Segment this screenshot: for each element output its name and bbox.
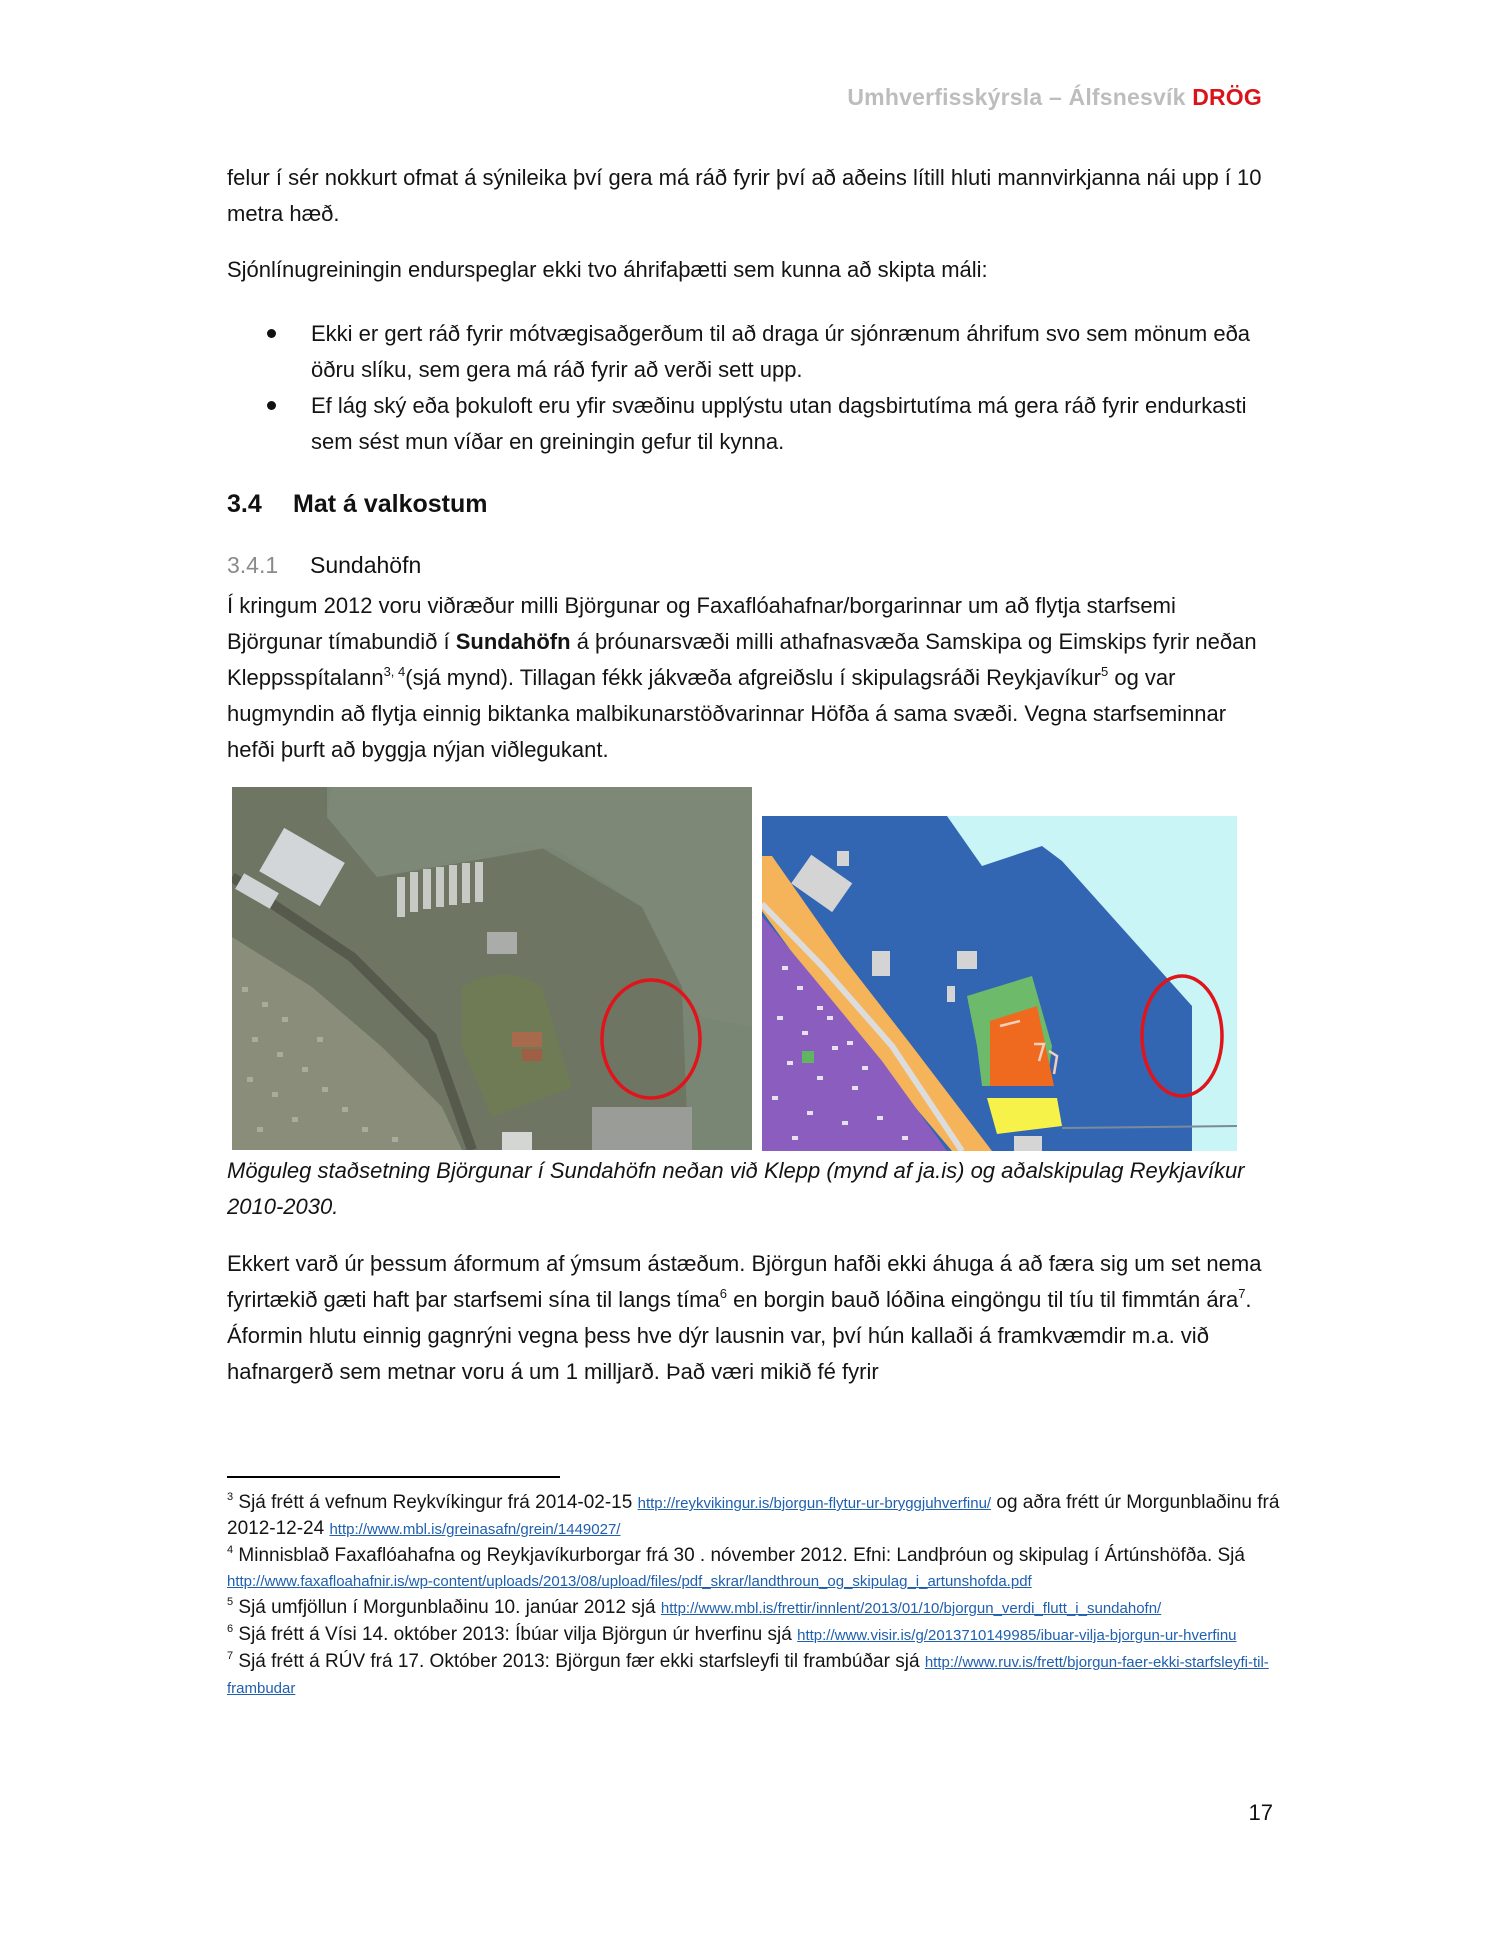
footnote-text: og aðra frétt úr Morgunblaðinu frá 2012-12-24: [227, 1492, 1280, 1539]
footnote-text: Sjá umfjöllun í Morgunblaðinu 10. janúar 2012 sjá: [233, 1597, 661, 1618]
bullet-list: [227, 316, 1287, 460]
text-run: Ekkert varð úr þessum áformum af ýmsum ástæðum. Björgun hafði ekki áhuga á að færa sig um set nema fyrirtækið gæti haft þar starfsemi sína til langs tíma: [227, 1251, 1262, 1312]
footnote-number: 7: [227, 1650, 234, 1662]
footnote-link[interactable]: http://www.visir.is/g/2013710149985/ibuar-vilja-bjorgun-ur-hverfinu: [797, 1627, 1237, 1644]
footnote-number: 5: [227, 1596, 234, 1608]
text-run: (sjá mynd). Tillagan fékk jákvæða afgreiðslu í skipulagsráði Reykjavíkur: [405, 665, 1101, 690]
text-run: á þróunarsvæði milli athafnasvæða Samskipa og Eimskips fyrir neðan Kleppsspítalann: [227, 629, 1257, 690]
bold-term: Sundahöfn: [455, 629, 571, 654]
bullet-text: Ef lág ský eða þokuloft eru yfir svæðinu upplýstu utan dagsbirtutíma má gera ráð fyrir endurkasti sem sést mun víðar en greiningin gefur til kynna.: [311, 393, 1247, 454]
footnote-text: Sjá frétt á vefnum Reykvíkingur frá 2014-02-15: [233, 1492, 638, 1513]
bullet-item: [227, 316, 1287, 388]
footnote-5: [227, 1595, 1287, 1621]
footnote-link[interactable]: http://www.mbl.is/frettir/innlent/2013/01/10/bjorgun_verdi_flutt_i_sundahofn/: [660, 1600, 1162, 1617]
running-header: [847, 84, 1262, 111]
draft-label: DRÖG: [1192, 84, 1262, 110]
paragraph: [227, 1246, 1277, 1390]
section-heading: [227, 490, 488, 519]
text-run: og var hugmyndin að flytja einnig biktanka malbikunarstöðvarinnar Höfða á sama svæði. Vegna starfseminnar hefði þurft að byggja nýjan viðlegukant.: [227, 665, 1227, 762]
footnote-ref[interactable]: 6: [719, 1286, 727, 1301]
footnote-ref[interactable]: 3, 4: [383, 664, 406, 679]
footnote-ref[interactable]: 5: [1101, 664, 1109, 679]
footnote-link[interactable]: http://www.faxafloahafnir.is/wp-content/uploads/2013/08/upload/files/pdf_skrar/landthroun_og_skipulag_i_artunshofda.pdf: [227, 1573, 1032, 1590]
footnote-3: [227, 1490, 1287, 1542]
header-title: Umhverfisskýrsla – Álfsnesvík: [847, 84, 1186, 110]
paragraph: Sjónlínugreiningin endurspeglar ekki tvo áhrifaþætti sem kunna að skipta máli:: [227, 257, 988, 282]
footnote-ref[interactable]: 7: [1238, 1286, 1246, 1301]
footnote-7: [227, 1649, 1287, 1701]
subsection-title: Sundahöfn: [310, 552, 422, 578]
figure-caption: Möguleg staðsetning Björgunar í Sundahöfn neðan við Klepp (mynd af ja.is) og aðalskipulag Reykjavíkur 2010-2030.: [227, 1158, 1245, 1219]
footnote-text: Sjá frétt á Vísi 14. október 2013: Íbúar vilja Björgun úr hverfinu sjá: [233, 1624, 798, 1645]
text-run: en borgin bauð lóðina eingöngu til tíu til fimmtán ára: [726, 1287, 1239, 1312]
footnote-link[interactable]: http://reykvikingur.is/bjorgun-flytur-ur-bryggjuhverfinu/: [637, 1495, 992, 1512]
text-run: . Áformin hlutu einnig gagnrýni vegna þess hve dýr lausnin var, því hún kallaði á framkvæmdir m.a. við hafnargerð sem metnar voru á um 1 milljarð. Það væri mikið fé fyrir: [227, 1287, 1252, 1384]
paragraph: felur í sér nokkurt ofmat á sýnileika því gera má ráð fyrir því að aðeins lítill hluti mannvirkjanna nái upp í 10 metra hæð.: [227, 165, 1262, 226]
footnote-4: [227, 1543, 1287, 1594]
section-title: Mat á valkostum: [293, 490, 488, 518]
footnote-link[interactable]: http://www.mbl.is/greinasafn/grein/1449027/: [329, 1521, 621, 1538]
footnotes: [227, 1490, 1287, 1702]
page-number: 17: [1248, 1800, 1273, 1825]
footnote-6: [227, 1622, 1287, 1648]
aerial-photo: [232, 787, 752, 1150]
footnote-number: 4: [227, 1544, 234, 1556]
footnote-text: Minnisblað Faxaflóahafna og Reykjavíkurborgar frá 30 . nóvember 2012. Efni: Landþróun og skipulag í Ártúnshöfða. Sjá: [233, 1545, 1245, 1566]
zoning-map: [762, 816, 1237, 1151]
footnote-text: Sjá frétt á RÚV frá 17. Október 2013: Björgun fær ekki starfsleyfi til frambúðar sjá: [233, 1651, 925, 1672]
section-number: 3.4: [227, 490, 262, 518]
subsection-number: 3.4.1: [227, 552, 279, 578]
bullet-icon: [267, 401, 276, 410]
paragraph: [227, 588, 1277, 768]
footnote-number: 3: [227, 1491, 234, 1503]
bullet-text: Ekki er gert ráð fyrir mótvægisaðgerðum til að draga úr sjónrænum áhrifum svo sem mönum eða öðru slíku, sem gera má ráð fyrir að verði sett upp.: [311, 321, 1251, 382]
footnote-link[interactable]: http://www.ruv.is/frett/bjorgun-faer-ekki-starfsleyfi-til-frambudar: [227, 1654, 1269, 1697]
footnote-divider: [227, 1476, 560, 1478]
bullet-item: [227, 388, 1287, 460]
text-run: Í kringum 2012 voru viðræður milli Björgunar og Faxaflóahafnar/borgarinnar um að flytja starfsemi Björgunar tímabundið í: [227, 593, 1176, 654]
footnote-number: 6: [227, 1623, 234, 1635]
subsection-heading: [227, 552, 421, 579]
bullet-icon: [267, 329, 276, 338]
